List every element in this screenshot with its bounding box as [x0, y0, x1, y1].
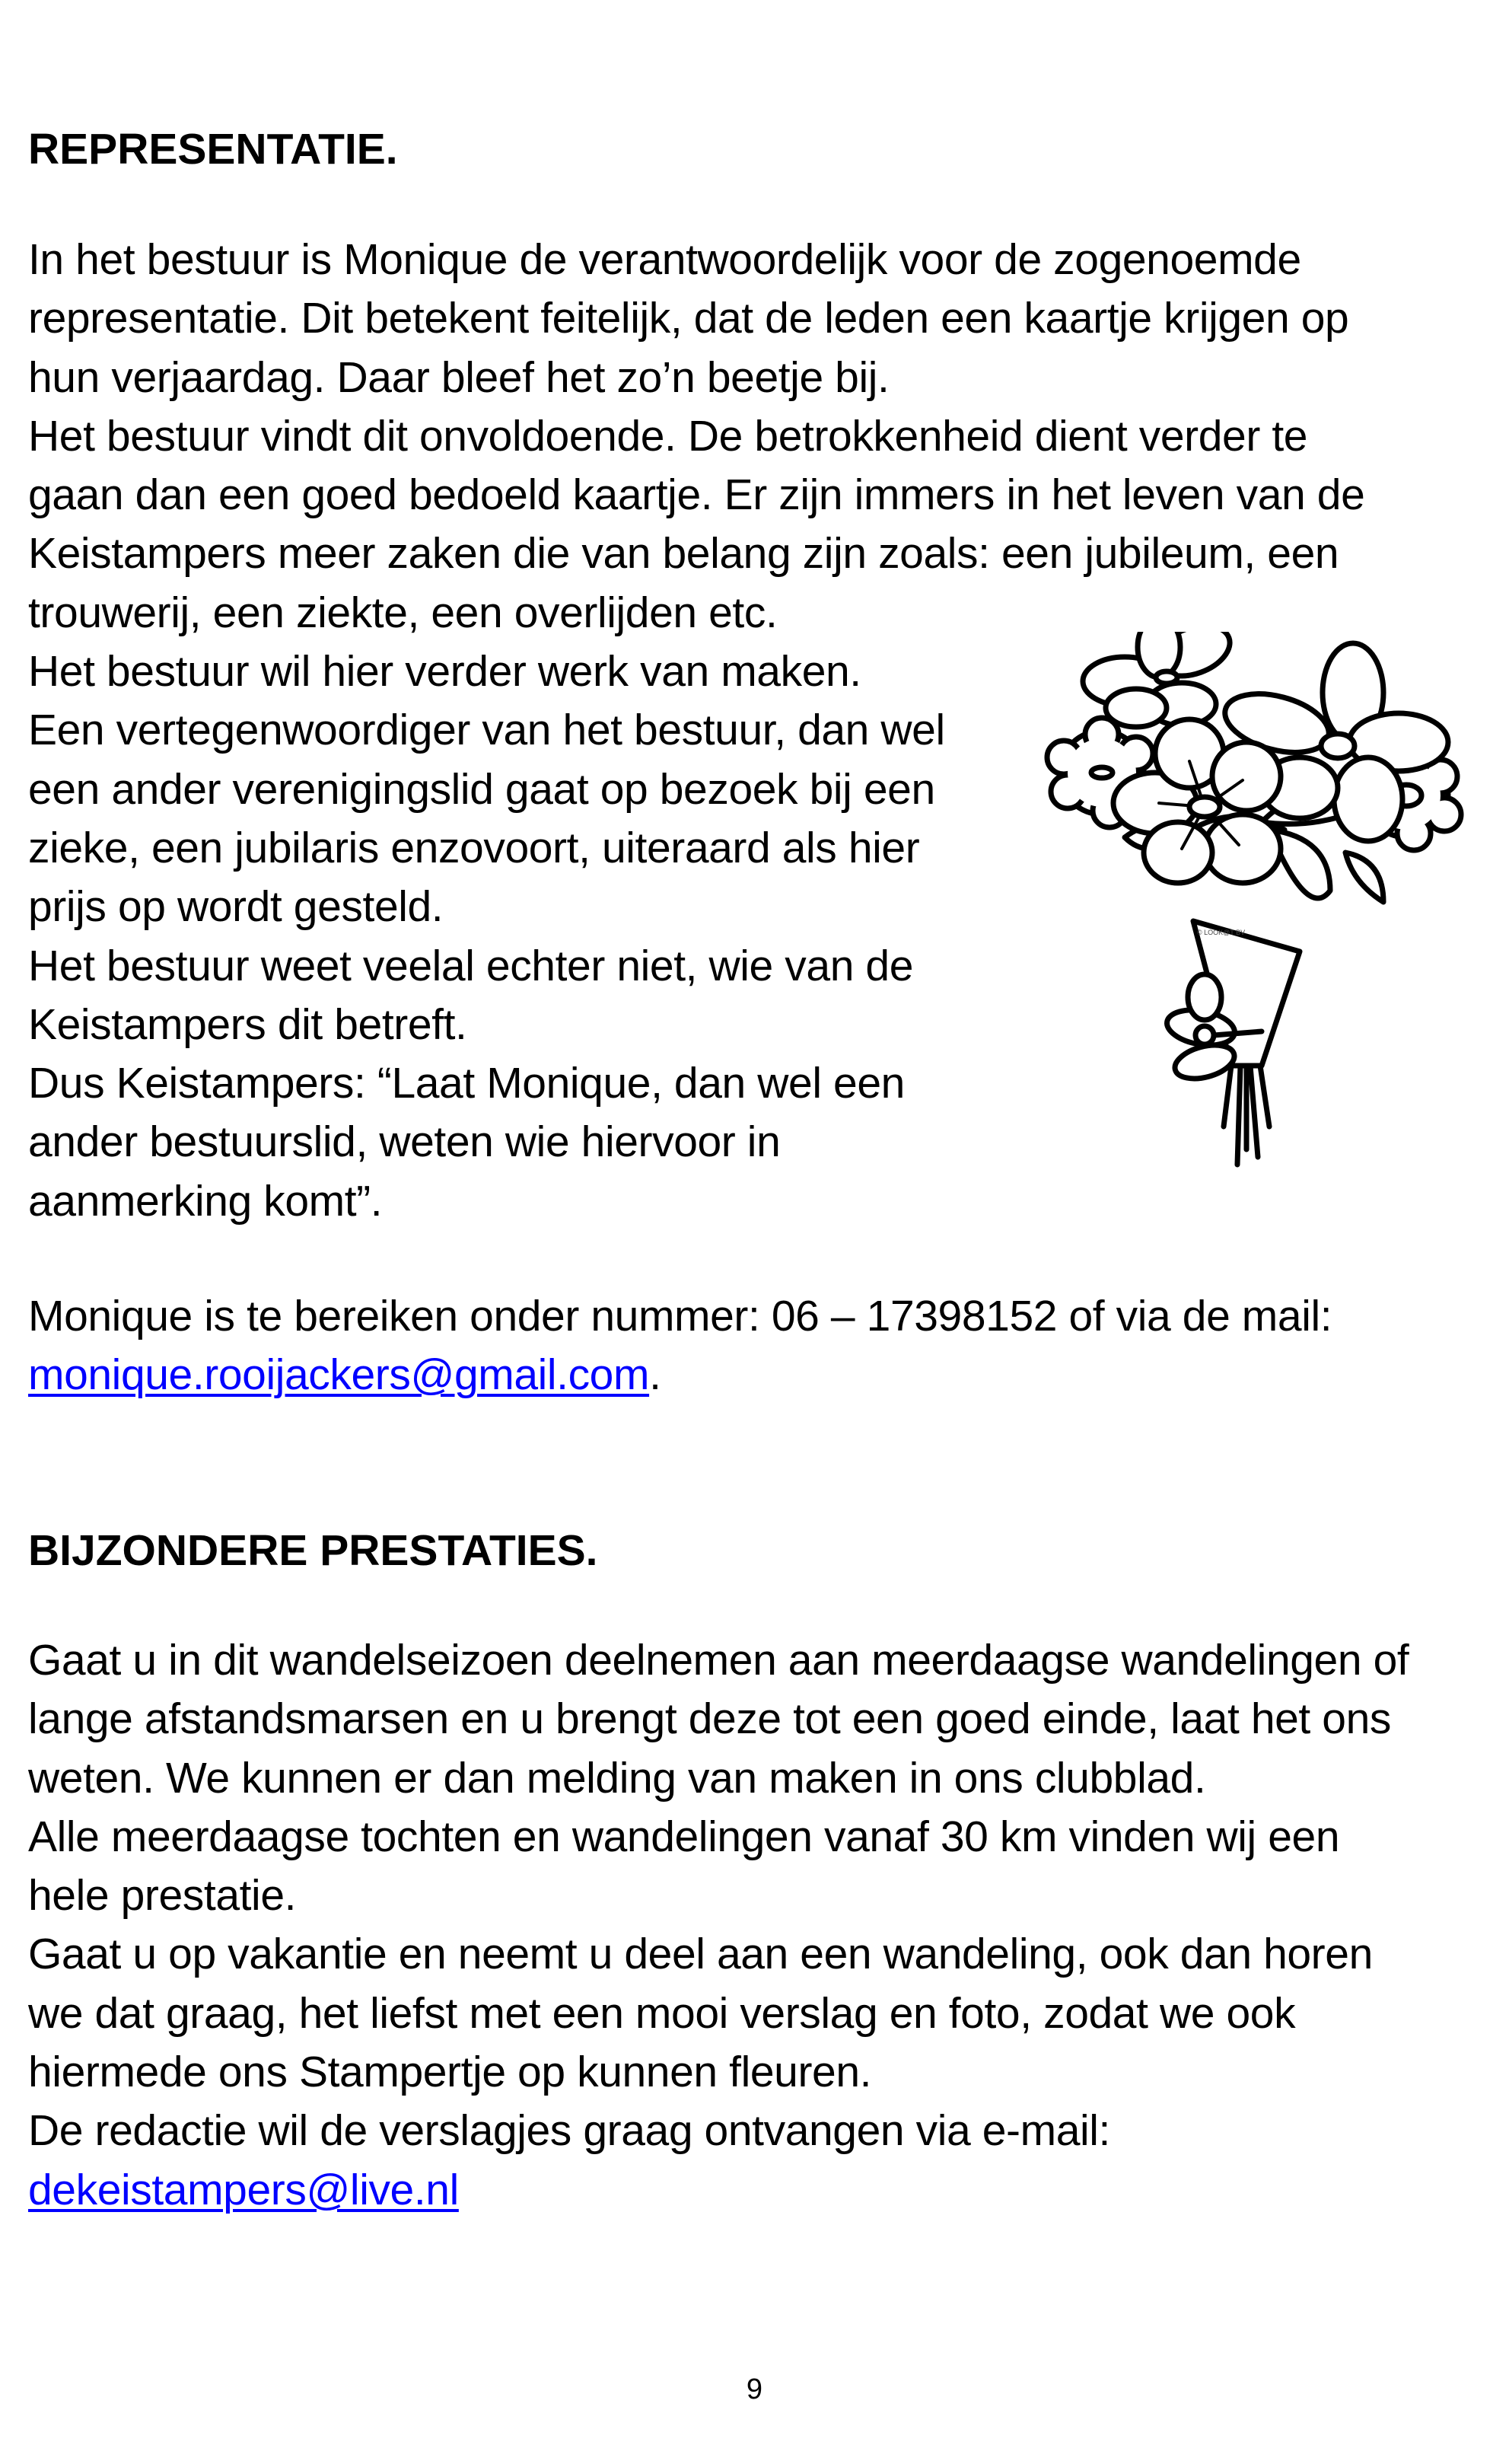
body-line: we dat graag, het liefst met een mooi verslag en foto, zodat we ook: [28, 1988, 1296, 2038]
body-line: Keistampers dit betreft.: [28, 999, 467, 1049]
body-line: Een vertegenwoordiger van het bestuur, dan wel: [28, 706, 945, 755]
body-line: Alle meerdaagse tochten en wandelingen vanaf 30 km vinden wij een: [28, 1812, 1340, 1861]
body-line: prijs op wordt gesteld.: [28, 882, 444, 932]
flower-bouquet-illustration: [1041, 632, 1475, 1168]
body-line: Keistampers meer zaken die van belang zijn zoals: een jubileum, een: [28, 529, 1339, 579]
body-line: hun verjaardag. Daar bleef het zo’n beetje bij.: [28, 352, 890, 402]
body-line: lange afstandsmarsen en u brengt deze tot een goed einde, laat het ons: [28, 1694, 1391, 1744]
body-line: zieke, een jubilaris enzovoort, uiteraard als hier: [28, 823, 920, 872]
body-line: gaan dan een goed bedoeld kaartje. Er zijn immers in het leven van de: [28, 470, 1365, 520]
image-credit: © LOOK@T BV: [1197, 929, 1246, 936]
body-line: In het bestuur is Monique de verantwoordelijk voor de zogenoemde: [28, 235, 1301, 284]
body-line: trouwerij, een ziekte, een overlijden etc.: [28, 588, 778, 637]
body-line: Het bestuur wil hier verder werk van maken.: [28, 647, 861, 696]
redactie-email-link[interactable]: dekeistampers@live.nl: [28, 2166, 459, 2214]
section-heading-prestaties: BIJZONDERE PRESTATIES.: [28, 1526, 598, 1575]
prestaties-body: [28, 1631, 1409, 2161]
body-line: Gaat u op vakantie en neemt u deel aan een wandeling, ook dan horen: [28, 1930, 1373, 1979]
body-line: representatie. Dit betekent feitelijk, dat de leden een kaartje krijgen op: [28, 294, 1349, 343]
body-line: hiermede ons Stampertje op kunnen fleuren.: [28, 2048, 872, 2097]
body-line: hele prestatie.: [28, 1871, 297, 1921]
body-line: Gaat u in dit wandelseizoen deelnemen aan meerdaagse wandelingen of: [28, 1636, 1409, 1685]
contact-end: .: [649, 1350, 661, 1400]
body-line: weten. We kunnen er dan melding van maken in ons clubblad.: [28, 1753, 1206, 1803]
body-line: een ander verenigingslid gaat op bezoek bij een: [28, 764, 935, 814]
body-line: Het bestuur weet veelal echter niet, wie van de: [28, 941, 914, 990]
body-line: aanmerking komt”.: [28, 1176, 383, 1226]
contact-email-link[interactable]: monique.rooijackers@gmail.com: [28, 1350, 650, 1400]
page-number: 9: [746, 2373, 763, 2405]
body-line: De redactie wil de verslagjes graag ontvangen via e-mail:: [28, 2106, 1110, 2156]
body-line: ander bestuurslid, weten wie hiervoor in: [28, 1117, 781, 1167]
body-line: Dus Keistampers: “Laat Monique, dan wel een: [28, 1059, 905, 1108]
section-heading-representatie: REPRESENTATIE.: [28, 125, 398, 174]
body-line: Het bestuur vindt dit onvoldoende. De betrokkenheid dient verder te: [28, 411, 1308, 461]
contact-paragraph: [28, 1287, 1332, 1405]
contact-text: Monique is te bereiken onder nummer: 06 – 17398152 of via de mail:: [28, 1292, 1332, 1340]
